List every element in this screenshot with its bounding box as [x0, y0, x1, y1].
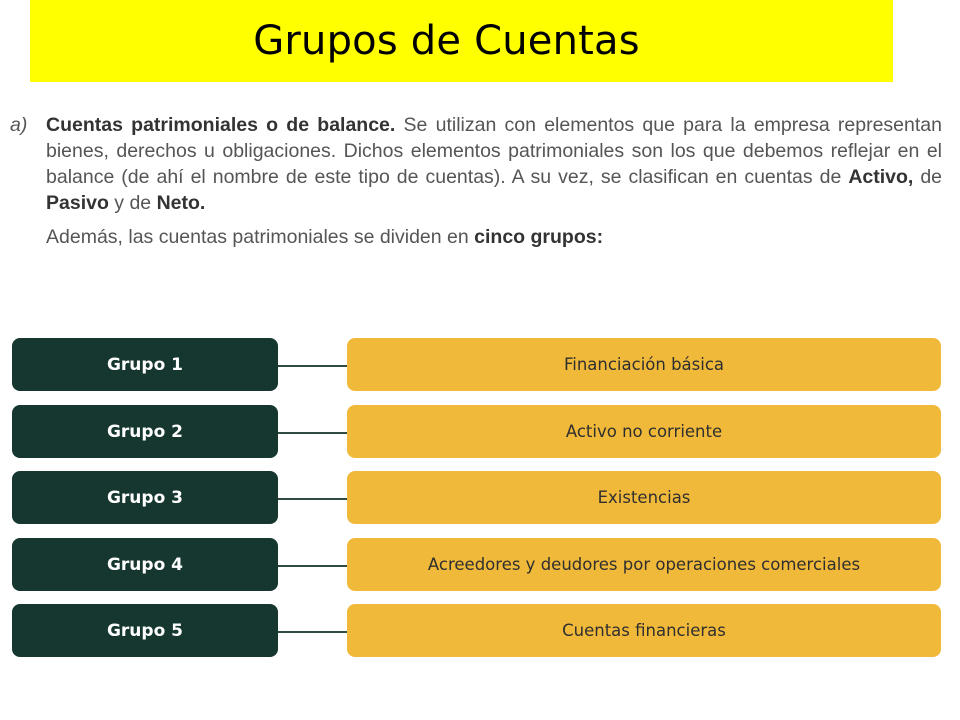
connector-line	[278, 432, 348, 434]
paragraph-text-2: de	[913, 166, 943, 188]
title-banner	[30, 0, 893, 82]
paragraph-text-3: y de	[108, 192, 157, 214]
list-marker: a)	[10, 114, 28, 136]
group-label: Grupo 1	[12, 338, 278, 391]
paragraph-five-groups	[10, 224, 942, 250]
group-row	[12, 604, 942, 657]
group-description: Financiación básica	[347, 338, 941, 391]
term-pasivo: Pasivo	[46, 192, 109, 214]
paragraph-heading: Cuentas patrimoniales o de balance.	[46, 114, 396, 136]
paragraph-text-1: Se utilizan con elementos que para la empresa representan bienes, derechos u obligaciones. Dichos elementos patrimoniales son los que debemos reflejar en el balance (de ahí el nombre de este tipo de cuentas). A su vez, se clasifican en cuentas de	[46, 114, 942, 188]
group-description: Existencias	[347, 471, 941, 524]
description-block	[10, 112, 942, 250]
page-title: Grupos de Cuentas	[253, 18, 640, 64]
connector-line	[278, 631, 348, 633]
connector-line	[278, 365, 348, 367]
paragraph-b-emphasis: cinco grupos:	[474, 226, 604, 248]
group-row	[12, 471, 942, 524]
group-row	[12, 405, 942, 458]
connector-line	[278, 498, 348, 500]
group-description: Cuentas financieras	[347, 604, 941, 657]
connector-line	[278, 565, 348, 567]
group-description: Acreedores y deudores por operaciones comerciales	[347, 538, 941, 591]
paragraph-b-text: Además, las cuentas patrimoniales se dividen en	[46, 226, 475, 248]
group-label: Grupo 3	[12, 471, 278, 524]
group-label: Grupo 2	[12, 405, 278, 458]
term-neto: Neto.	[156, 192, 206, 214]
term-activo: Activo,	[848, 166, 914, 188]
group-label: Grupo 4	[12, 538, 278, 591]
paragraph-patrimonial-accounts	[10, 112, 942, 216]
group-label: Grupo 5	[12, 604, 278, 657]
group-row	[12, 338, 942, 391]
group-row	[12, 538, 942, 591]
group-description: Activo no corriente	[347, 405, 941, 458]
